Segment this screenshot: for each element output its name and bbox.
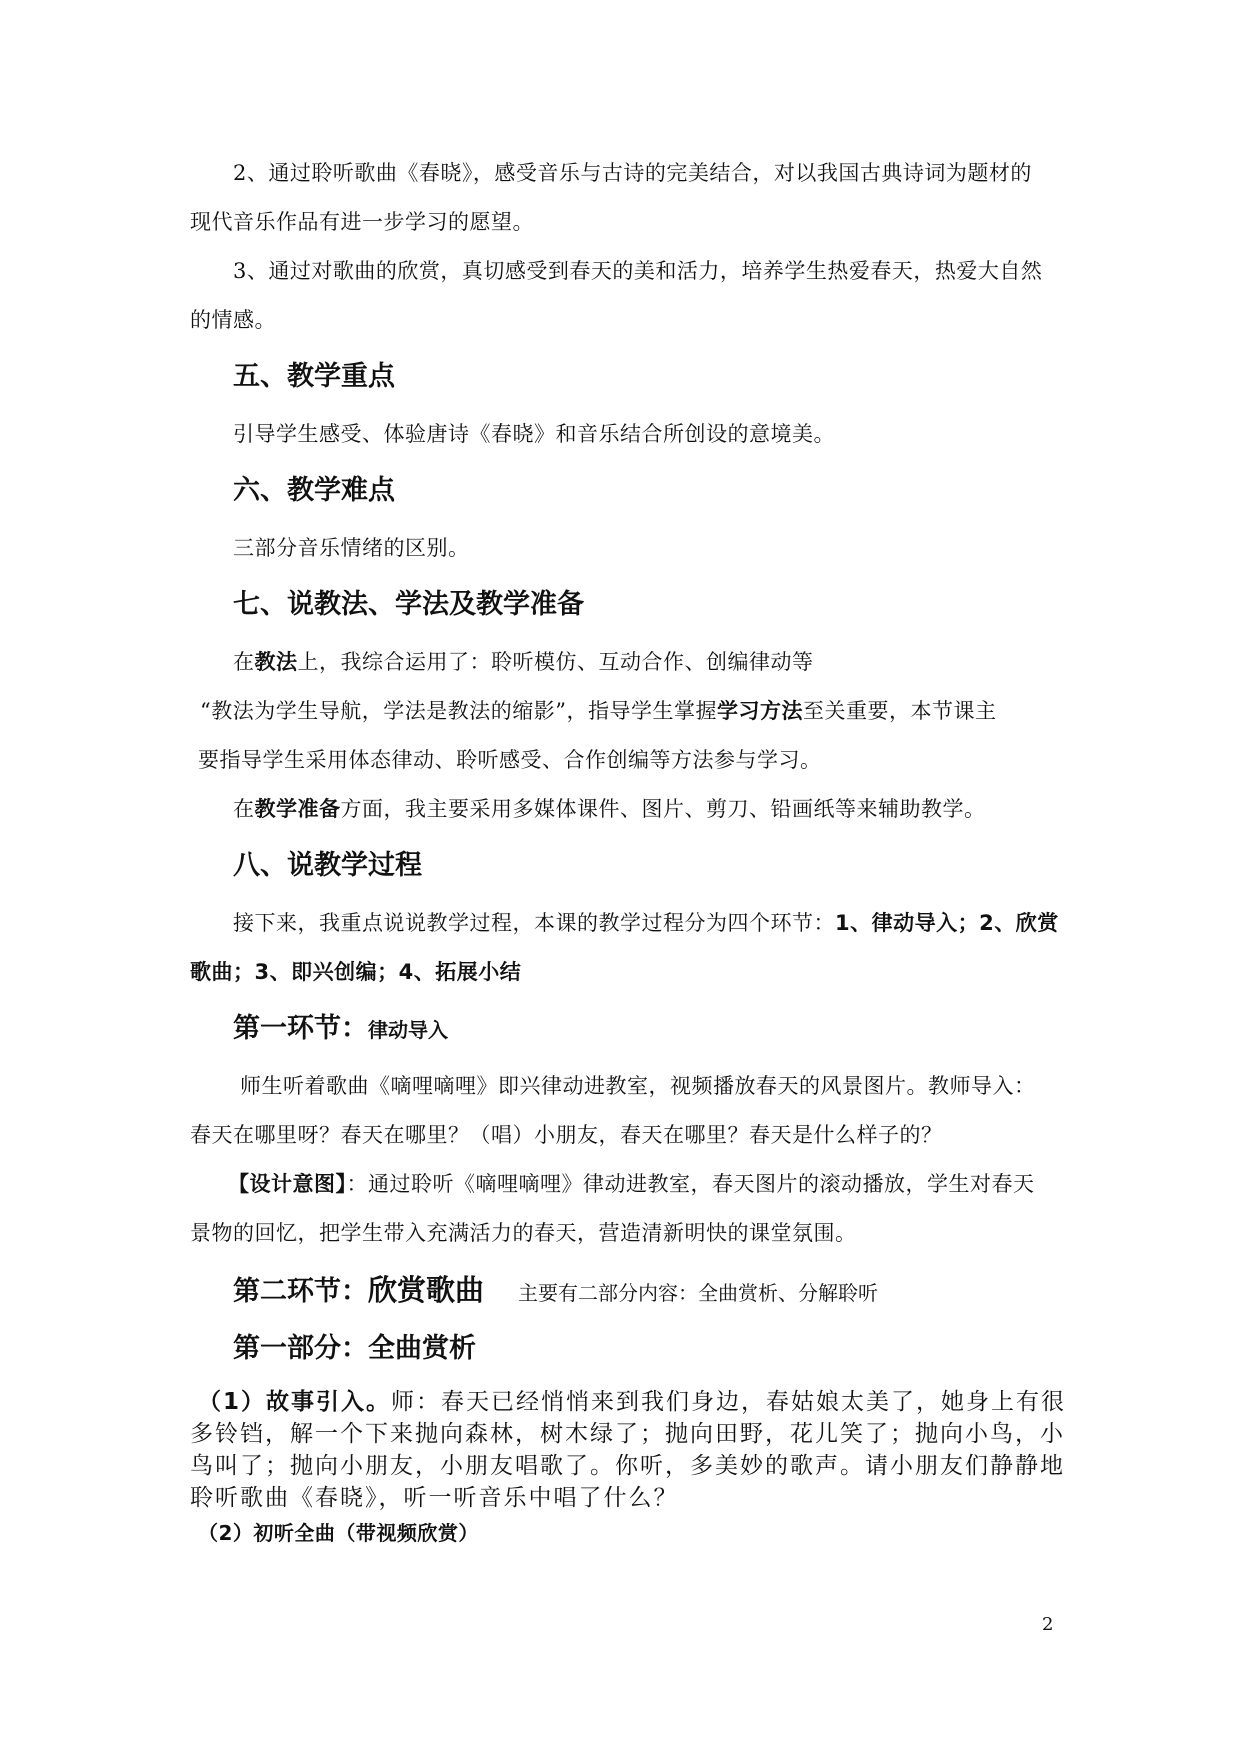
step-2-heading bbox=[233, 1272, 878, 1311]
page-number: 2 bbox=[1042, 1614, 1054, 1635]
goal-2-line-1: 2、通过聆听歌曲《春晓》，感受音乐与古诗的完美结合，对以我国古典诗词为题材的 bbox=[233, 161, 1032, 185]
section-8-heading: 八、说教学过程 bbox=[233, 850, 422, 881]
section-6-text: 三部分音乐情绪的区别。 bbox=[233, 536, 470, 560]
story-line-3: 鸟叫了；抛向小朋友，小朋友唱歌了。你听，多美妙的歌声。请小朋友们静静地 bbox=[190, 1453, 1065, 1479]
goal-3-line-2: 的情感。 bbox=[190, 308, 276, 332]
story-text-1: 师：春天已经悄悄来到我们身边，春姑娘太美了，她身上有很 bbox=[391, 1389, 1067, 1415]
p2-bold: 学习方法 bbox=[716, 699, 803, 723]
intro-bold-2: 歌曲；3、即兴创编；4、拓展小结 bbox=[190, 960, 522, 984]
story-line-2: 多铃铛，解一个下来抛向森林，树木绿了；抛向田野，花儿笑了；抛向小鸟，小 bbox=[190, 1421, 1065, 1447]
section-7-paragraph-2-line-2: 要指导学生采用体态律动、聆听感受、合作创编等方法参与学习。 bbox=[198, 748, 822, 772]
p2-pre: “教法为学生导航，学法是教法的缩影”，指导学生掌握 bbox=[200, 699, 717, 723]
p3-post: 方面，我主要采用多媒体课件、图片、剪刀、铅画纸等来辅助教学。 bbox=[340, 797, 986, 821]
goal-2-line-2: 现代音乐作品有进一步学习的愿望。 bbox=[190, 210, 534, 234]
intro-pre: 接下来，我重点说说教学过程，本课的教学过程分为四个环节： bbox=[233, 911, 835, 935]
step-2-title-big: 欣赏歌曲 bbox=[368, 1273, 485, 1307]
section-5-text: 引导学生感受、体验唐诗《春晓》和音乐结合所创设的意境美。 bbox=[233, 422, 835, 446]
goal-3-line-1: 3、通过对歌曲的欣赏，真切感受到春天的美和活力，培养学生热爱春天，热爱大自然 bbox=[233, 259, 1043, 283]
section-7-paragraph-1 bbox=[233, 647, 814, 677]
intro-bold-1: 1、律动导入；2、欣赏 bbox=[835, 911, 1059, 935]
design-intent-text: ：通过聆听《嘀哩嘀哩》律动进教室，春天图片的滚动播放，学生对春天 bbox=[346, 1172, 1035, 1196]
step-1-design-line-2: 景物的回忆，把学生带入充满活力的春天，营造清新明快的课堂氛围。 bbox=[190, 1221, 857, 1245]
step-1-subtitle: 律动导入 bbox=[368, 1018, 448, 1042]
section-6-heading: 六、教学难点 bbox=[233, 475, 395, 506]
step-1-title: 第一环节： bbox=[233, 1013, 368, 1044]
step-2-title: 第二环节： bbox=[233, 1276, 368, 1307]
step-1-text-line-2: 春天在哪里呀？春天在哪里？（唱）小朋友，春天在哪里？春天是什么样子的？ bbox=[190, 1123, 943, 1147]
story-line-4: 聆听歌曲《春晓》，听一听音乐中唱了什么？ bbox=[190, 1485, 679, 1511]
section-7-paragraph-2-line-1 bbox=[200, 696, 996, 726]
step-1-design-line-1 bbox=[228, 1169, 1035, 1199]
step-2-note: 主要有二部分内容：全曲赏析、分解聆听 bbox=[518, 1281, 879, 1305]
part-1-story bbox=[190, 1386, 1067, 1514]
story-label: （1）故事引入。 bbox=[198, 1389, 392, 1415]
part-1-listen: （2）初听全曲（带视频欣赏） bbox=[198, 1521, 479, 1545]
p1-post: 上，我综合运用了：聆听模仿、互动合作、创编律动等 bbox=[297, 650, 814, 674]
p2-post: 至关重要，本节课主 bbox=[802, 699, 997, 723]
section-7-paragraph-3 bbox=[233, 794, 986, 824]
part-1-heading: 第一部分：全曲赏析 bbox=[233, 1333, 476, 1364]
section-7-heading: 七、说教法、学法及教学准备 bbox=[233, 589, 584, 620]
p1-pre: 在 bbox=[233, 650, 255, 674]
section-5-heading: 五、教学重点 bbox=[233, 361, 395, 392]
story-line-1 bbox=[190, 1386, 1067, 1418]
section-8-intro-line-1 bbox=[233, 908, 1059, 938]
design-intent-label: 【设计意图】 bbox=[228, 1172, 347, 1196]
section-8-intro-line-2 bbox=[190, 957, 521, 987]
step-1-text-line-1: 师生听着歌曲《嘀哩嘀哩》即兴律动进教室，视频播放春天的风景图片。教师导入： bbox=[240, 1074, 1036, 1098]
p3-pre: 在 bbox=[233, 797, 255, 821]
p3-bold: 教学准备 bbox=[254, 797, 341, 821]
step-1-heading bbox=[233, 1011, 448, 1048]
p1-bold: 教法 bbox=[254, 650, 298, 674]
